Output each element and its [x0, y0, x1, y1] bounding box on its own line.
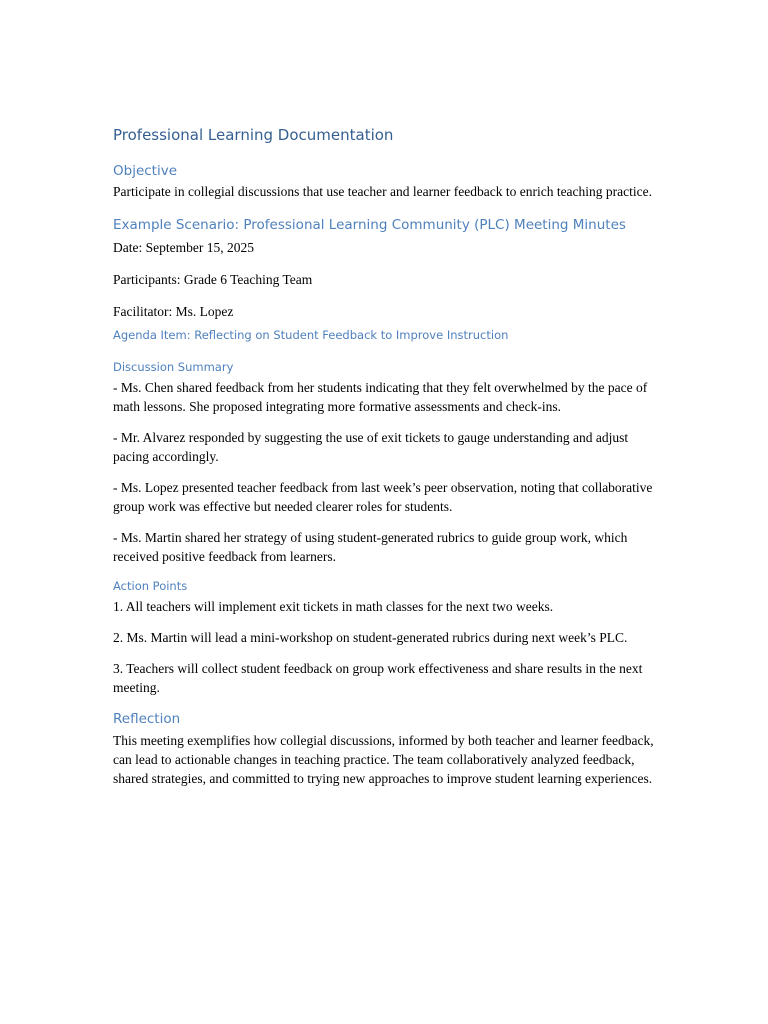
- meeting-facilitator: Facilitator: Ms. Lopez: [113, 304, 234, 319]
- objective-text: Participate in collegial discussions that use teacher and learner feedback to enrich teaching practice.: [113, 184, 653, 199]
- reflection-text: This meeting exemplifies how collegial discussions, informed by both teacher and learner feedback, can lead to actionable changes in teaching practice. The team collaboratively analyzed feedback, shared strategies, and committed to trying new approaches to improve student learning experiences.: [113, 733, 654, 786]
- action-item: 3. Teachers will collect student feedback on group work effectiveness and share results in the next meeting.: [113, 661, 643, 695]
- discussion-item: - Ms. Chen shared feedback from her students indicating that they felt overwhelmed by the pace of math lessons. She proposed integrating more formative assessments and check-ins.: [113, 380, 648, 414]
- objective-heading: Objective: [113, 163, 178, 179]
- scenario-heading: Example Scenario: Professional Learning Community (PLC) Meeting Minutes: [113, 217, 626, 233]
- discussion-item: - Ms. Martin shared her strategy of using student-generated rubrics to guide group work, which received positive feedback from learners.: [113, 530, 628, 564]
- agenda-heading: Agenda Item: Reflecting on Student Feedback to Improve Instruction: [113, 328, 509, 342]
- document-page: [113, 124, 658, 788]
- action-points-heading: Action Points: [113, 579, 188, 593]
- action-item: 2. Ms. Martin will lead a mini-workshop on student-generated rubrics during next week’s PLC.: [113, 630, 628, 645]
- discussion-summary-heading: Discussion Summary: [113, 360, 234, 374]
- reflection-heading: Reflection: [113, 711, 181, 727]
- meeting-date: Date: September 15, 2025: [113, 240, 254, 255]
- meeting-participants: Participants: Grade 6 Teaching Team: [113, 272, 313, 287]
- discussion-item: - Ms. Lopez presented teacher feedback from last week’s peer observation, noting that collaborative group work was effective but needed clearer roles for students.: [113, 480, 653, 514]
- discussion-item: - Mr. Alvarez responded by suggesting the use of exit tickets to gauge understanding and adjust pacing accordingly.: [113, 430, 629, 464]
- action-item: 1. All teachers will implement exit tickets in math classes for the next two weeks.: [113, 599, 554, 614]
- document-title: Professional Learning Documentation: [113, 126, 394, 144]
